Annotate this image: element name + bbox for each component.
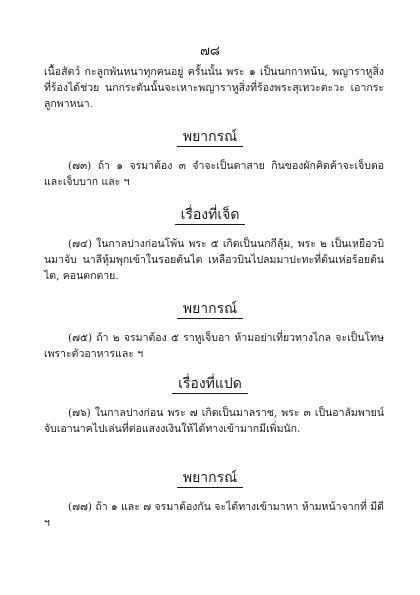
paragraph-75: [44, 330, 384, 362]
paragraph-text: (๗๕) ถ้า ๒ จรมาต้อง ๕ ราหูเจ็บอา ห้ามอย่าเที่ยวทางไกล จะเป็นโทษเพราะตัวอาหารและ ฯ: [44, 332, 384, 360]
heading-prediction-3: [0, 468, 420, 488]
heading-story-7: [0, 205, 420, 225]
heading-text: พยากรณ์: [177, 128, 243, 147]
heading-text: พยากรณ์: [177, 300, 243, 319]
page-number: ๗๘: [200, 44, 220, 59]
paragraph-74: [44, 236, 384, 284]
paragraph-text: (๗๗) ถ้า ๑ และ ๗ จรมาต้องกัน จะได้ทางเข้ามาหา ห้ามหน้าจากที่ มีดี ฯ: [44, 501, 384, 529]
paragraph-intro: [44, 64, 384, 112]
paragraph-text: (๗๖) ในกาลปางก่อน พระ ๗ เกิดเป็นมาลราช, พระ ๓ เป็นอาลัมพายน์ จับเอานาคไปเล่นที่ต่อแสงงเงินให้ได้ทางเข้ามากมีเพิ่มนัก.: [44, 407, 384, 435]
heading-story-8: [0, 374, 420, 394]
paragraph-73: [44, 158, 384, 190]
paragraph-77: [44, 499, 384, 531]
heading-text: เรื่องที่แปด: [172, 375, 248, 394]
paragraph-text: (๗๓) ถ้า ๑ จรมาต้อง ๓ จำจะเป็นตาสาย กินของผักคิดค้าจะเจ็บตอและเจ็บบาก และ ฯ: [44, 160, 384, 188]
heading-text: เรื่องที่เจ็ด: [175, 206, 246, 225]
paragraph-text: (๗๔) ในกาลปางก่อนโพ้น พระ ๕ เกิดเป็นนกกีลุ้ม, พระ ๒ เป็นเหยือวบินมาจับ นาลีหุ้มพุกเข้าในรอยต้นไต เหลือวบินไปลมมาปะทะที่ต้นเห่อร้อยต้นไต, คอนตกตาย.: [44, 238, 384, 282]
heading-prediction-1: [0, 127, 420, 147]
paragraph-76: [44, 405, 384, 437]
heading-prediction-2: [0, 299, 420, 319]
heading-text: พยากรณ์: [177, 469, 243, 488]
paragraph-text: เนื้อสัตว์ กะลูกพันหนาทุกคนอยู่ ครั้นนั้น พระ ๑ เป็นนกกาหน้น, พญาราหูสิ่งที่ร้องได้ช่วย นกกระดันนั้นจะเหาะพญาราหูสิ่งที่ร้องพระสุเทวะตะวะ เอากระลูกพาหนา.: [44, 66, 384, 110]
